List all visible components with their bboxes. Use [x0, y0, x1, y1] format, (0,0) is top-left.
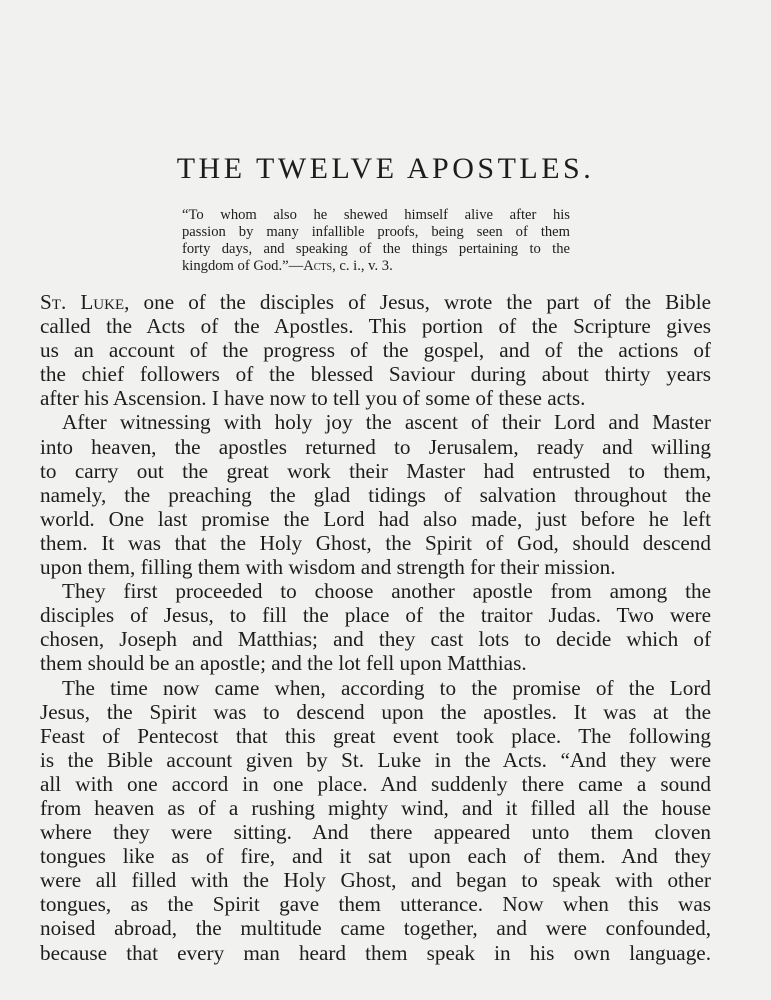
body-line: tongues like as of fire, and it sat upon each of them. And they	[40, 844, 711, 869]
body-line	[40, 290, 711, 314]
epigraph-line: forty days, and speaking of the things pertaining to the	[182, 241, 570, 257]
epigraph-last-line	[182, 258, 570, 275]
body-line: them. It was that the Holy Ghost, the Spirit of God, should descend	[40, 530, 711, 555]
body-line: the chief followers of the blessed Saviour during about thirty years	[40, 362, 711, 387]
body-text	[40, 290, 711, 965]
body-line: after his Ascension. I have now to tell you of some of these acts.	[40, 386, 586, 411]
body-line: namely, the preaching the glad tidings of salvation throughout the	[40, 482, 711, 507]
body-line: chosen, Joseph and Matthias; and they cast lots to decide which of	[40, 627, 711, 652]
paragraph-first-line: They first proceeded to choose another apostle from among the	[62, 579, 711, 604]
epigraph-citation-ref: , c. i., v. 3.	[332, 258, 393, 274]
body-line: us an account of the progress of the gospel, and of the actions of	[40, 338, 711, 363]
body-line: to carry out the great work their Master had entrusted to them,	[40, 458, 711, 483]
paragraph-first-line: The time now came when, according to the promise of the Lord	[62, 675, 711, 700]
body-line: into heaven, the apostles returned to Jerusalem, ready and willing	[40, 434, 711, 459]
body-line: tongues, as the Spirit gave them utterance. Now when this was	[40, 892, 711, 917]
body-line-text: , one of the disciples of Jesus, wrote the part of the Bible	[124, 290, 711, 314]
body-line: world. One last promise the Lord had also made, just before he left	[40, 506, 711, 531]
epigraph-line: passion by many infallible proofs, being seen of them	[182, 224, 570, 240]
body-line: Feast of Pentecost that this great event took place. The following	[40, 723, 711, 748]
epigraph-line: “To whom also he shewed himself alive after his	[182, 207, 570, 223]
body-line: all with one accord in one place. And suddenly there came a sound	[40, 771, 711, 796]
opening-name: St. Luke	[40, 290, 125, 314]
page-title: THE TWELVE APOSTLES.	[176, 152, 595, 185]
epigraph	[182, 207, 570, 275]
body-line: from heaven as of a rushing mighty wind, and it filled all the house	[40, 795, 711, 820]
body-line: Jesus, the Spirit was to descend upon the apostles. It was at the	[40, 699, 711, 724]
body-line: were all filled with the Holy Ghost, and began to speak with other	[40, 868, 711, 893]
body-line: noised abroad, the multitude came together, and were confounded,	[40, 916, 711, 941]
body-line: them should be an apostle; and the lot fell upon Matthias.	[40, 651, 527, 676]
body-line: because that every man heard them speak in his own language.	[40, 940, 711, 965]
body-line: upon them, filling them with wisdom and strength for their mission.	[40, 555, 616, 580]
body-line: where they were sitting. And there appeared unto them cloven	[40, 820, 711, 845]
epigraph-citation-name: Acts	[303, 258, 333, 274]
epigraph-line: kingdom of God.”—	[182, 258, 304, 274]
body-line: disciples of Jesus, to fill the place of the traitor Judas. Two were	[40, 603, 711, 628]
body-line: called the Acts of the Apostles. This portion of the Scripture gives	[40, 314, 711, 339]
paragraph-first-line: After witnessing with holy joy the ascent of their Lord and Master	[62, 410, 711, 435]
body-line: is the Bible account given by St. Luke in the Acts. “And they were	[40, 747, 711, 772]
